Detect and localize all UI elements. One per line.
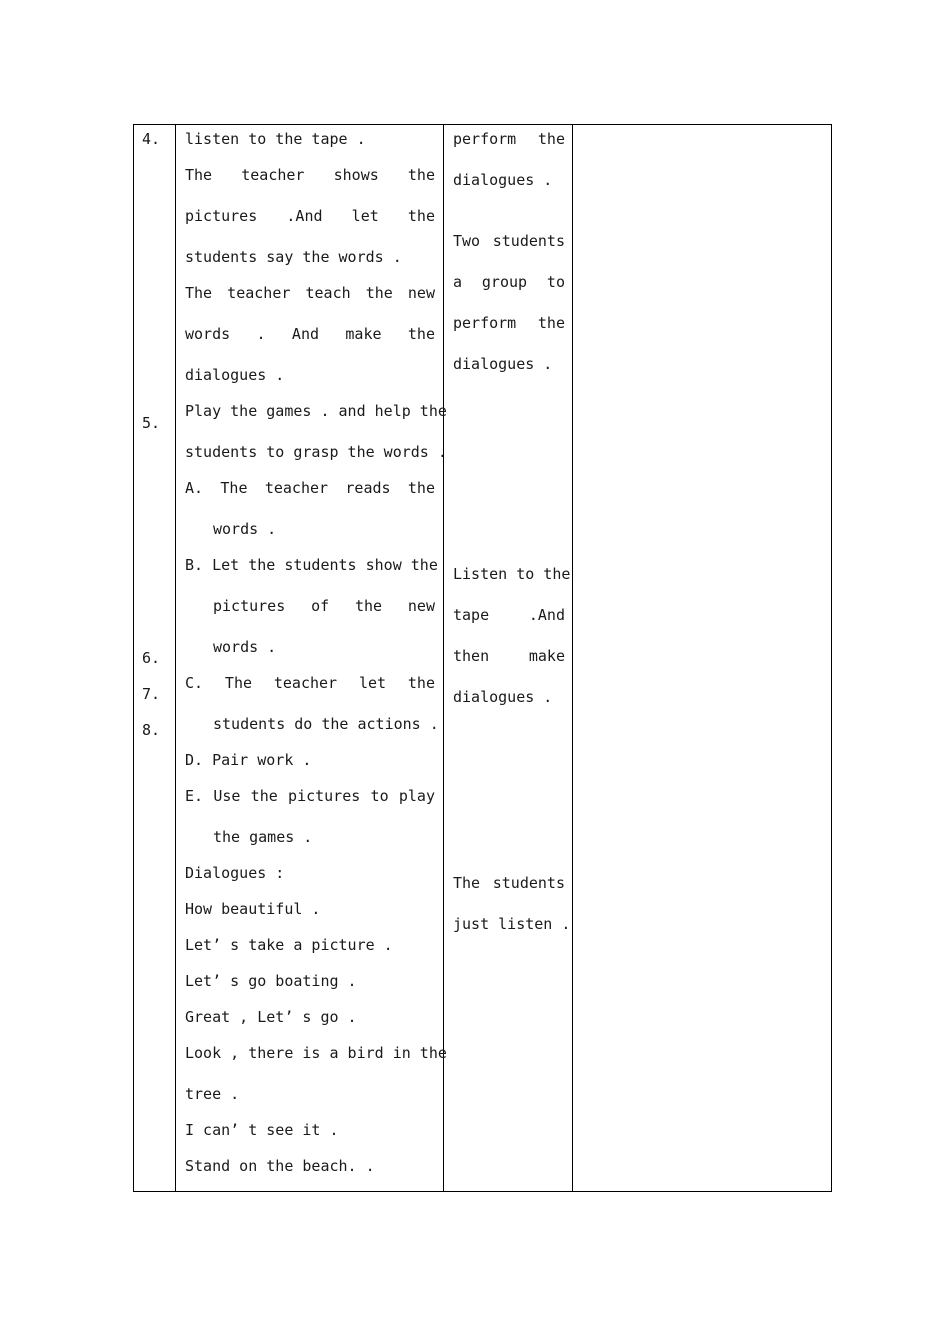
notes-column bbox=[573, 125, 831, 1191]
teacher-activity-line: students do the actions . bbox=[213, 715, 439, 733]
student-activity-line: perform the bbox=[453, 314, 565, 332]
teacher-activity-line: students to grasp the words . bbox=[185, 443, 447, 461]
teacher-activity-line: The teacher shows the bbox=[185, 166, 435, 184]
teacher-activity-line: How beautiful . bbox=[185, 900, 321, 918]
teacher-activity-line: words . bbox=[213, 638, 277, 656]
teacher-activity-line: pictures .And let the bbox=[185, 207, 435, 225]
step-number: 6. bbox=[142, 649, 161, 667]
student-activity-line: Two students bbox=[453, 232, 565, 250]
student-activity-line: perform the bbox=[453, 130, 565, 148]
student-activity-line: a group to bbox=[453, 273, 565, 291]
step-number: 5. bbox=[142, 414, 161, 432]
teacher-activity-line: the games . bbox=[213, 828, 313, 846]
teacher-activity-line: Stand on the beach. . bbox=[185, 1157, 375, 1175]
teacher-activity-line: words . And make the bbox=[185, 325, 435, 343]
student-activity-line: just listen . bbox=[453, 915, 571, 933]
step-number: 8. bbox=[142, 721, 161, 739]
step-number: 7. bbox=[142, 685, 161, 703]
teacher-activity-line: Play the games . and help the bbox=[185, 402, 447, 420]
student-activity-line: dialogues . bbox=[453, 355, 553, 373]
step-number: 4. bbox=[142, 130, 161, 148]
student-activity-line: dialogues . bbox=[453, 171, 553, 189]
teacher-activity-line: Let’ s go boating . bbox=[185, 972, 357, 990]
teacher-activity-line: A. The teacher reads the bbox=[185, 479, 435, 497]
teacher-activity-line: Great , Let’ s go . bbox=[185, 1008, 357, 1026]
teacher-activity-line: B. Let the students show the bbox=[185, 556, 438, 574]
teacher-activity-line: dialogues . bbox=[185, 366, 285, 384]
lesson-table bbox=[133, 124, 832, 1192]
teacher-activity-line: Let’ s take a picture . bbox=[185, 936, 393, 954]
student-activity-line: then make bbox=[453, 647, 565, 665]
teacher-activity-line: Look , there is a bird in the bbox=[185, 1044, 447, 1062]
column-divider bbox=[443, 125, 444, 1191]
student-activity-line: The students bbox=[453, 874, 565, 892]
teacher-activity-line: words . bbox=[213, 520, 277, 538]
column-divider bbox=[175, 125, 176, 1191]
student-activity-line: dialogues . bbox=[453, 688, 553, 706]
student-activity-line: tape .And bbox=[453, 606, 565, 624]
teacher-activity-line: listen to the tape . bbox=[185, 130, 366, 148]
teacher-activity-line: D. Pair work . bbox=[185, 751, 312, 769]
teacher-activity-line: I can’ t see it . bbox=[185, 1121, 339, 1139]
teacher-activity-line: C. The teacher let the bbox=[185, 674, 435, 692]
student-activity-line: Listen to the bbox=[453, 565, 571, 583]
teacher-activity-line: E. Use the pictures to play bbox=[185, 787, 435, 805]
teacher-activity-line: Dialogues : bbox=[185, 864, 285, 882]
teacher-activity-line: tree . bbox=[185, 1085, 240, 1103]
teacher-activity-line: The teacher teach the new bbox=[185, 284, 435, 302]
teacher-activity-line: students say the words . bbox=[185, 248, 402, 266]
teacher-activity-line: pictures of the new bbox=[213, 597, 435, 615]
